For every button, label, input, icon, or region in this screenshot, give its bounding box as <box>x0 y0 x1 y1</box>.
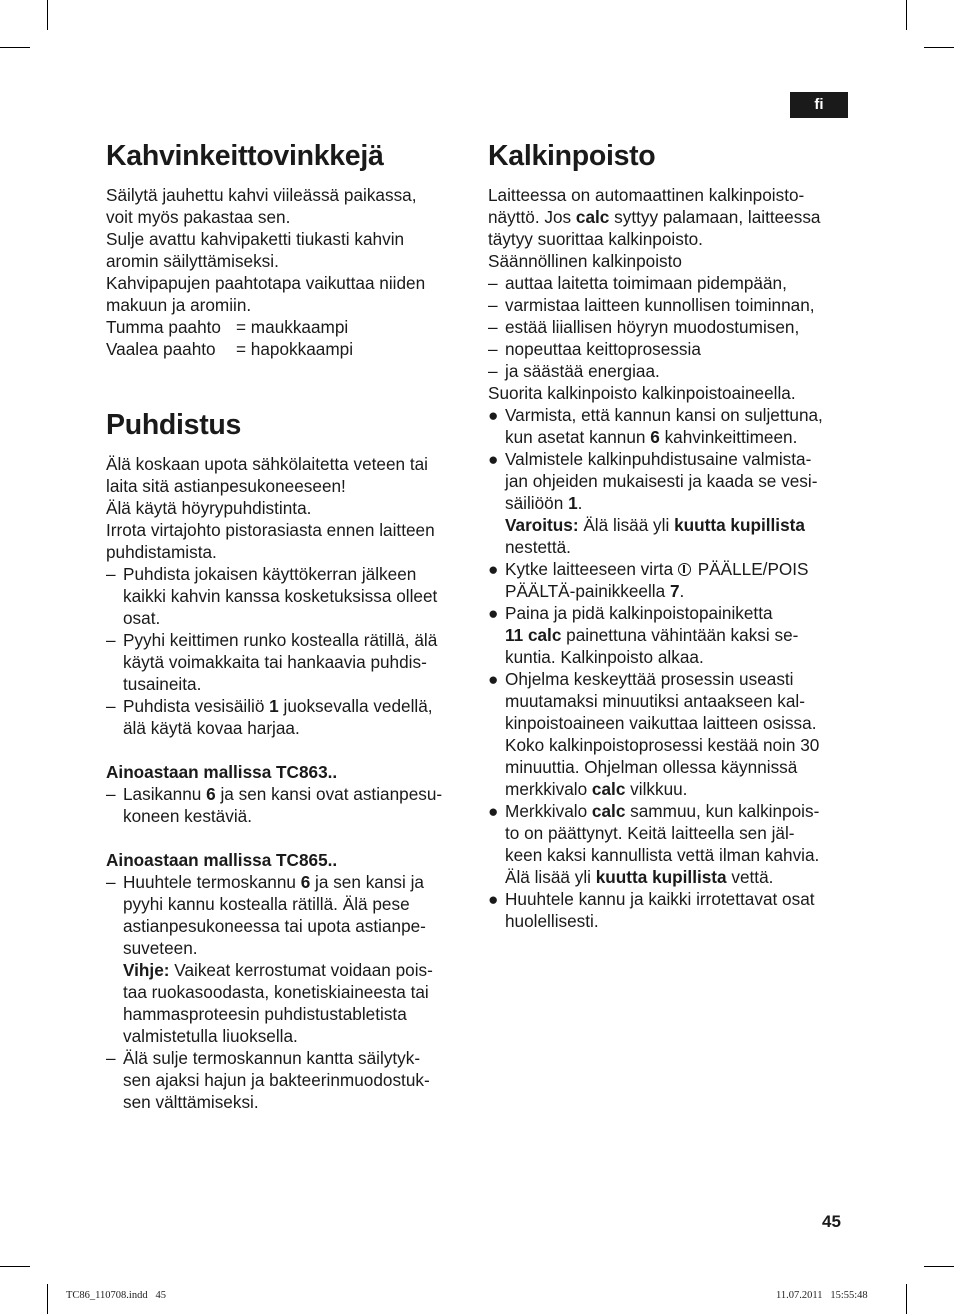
list-item <box>106 1047 468 1113</box>
text-line: makuun ja aromiin. <box>106 295 252 315</box>
list-item: – auttaa laitetta toimimaan pidempään, <box>488 273 787 293</box>
part-number: 1 <box>269 696 279 716</box>
text-line: hammasproteesin puhdistustabletista <box>123 1004 407 1024</box>
crop-mark <box>924 47 954 48</box>
text-line: Älä käytä höyrypuhdistinta. <box>106 498 312 518</box>
bullet-marker: ● <box>488 889 499 909</box>
text-line: astianpesukoneessa tai upota astianpe- <box>123 916 426 936</box>
text-line: puhdistamista. <box>106 542 217 562</box>
dash-marker: – <box>488 273 498 293</box>
list-item: – varmistaa laitteen kunnollisen toiminnan, <box>488 295 815 315</box>
language-tab: fi <box>790 92 848 118</box>
bullet-marker: ● <box>488 669 499 689</box>
list-item <box>106 695 468 739</box>
bullet-marker: ● <box>488 801 499 821</box>
dash-marker: – <box>488 317 498 337</box>
text-line: laita sitä astianpesukoneeseen! <box>106 476 346 496</box>
list-item: – nopeuttaa keittoprosessia <box>488 339 701 359</box>
text-line: Säännöllinen kalkinpoisto <box>488 251 682 271</box>
list-item: – ja säästää energiaa. <box>488 361 660 381</box>
text-line: Puhdista vesisäiliö 1 juoksevalla vedellä, <box>123 696 433 716</box>
bullet-item: ● Merkkivalo calc sammuu, kun kalkinpois- to on päättynyt. Keitä laitteella sen jäl- keen kaksi kannullista vettä ilman kahvia. Älä lisää yli kuutta kupillista vettä. <box>488 801 820 887</box>
text-line: osat. <box>123 608 161 628</box>
text-line: Huuhtele termoskannu 6 ja sen kansi ja <box>123 872 424 892</box>
cleaning-text <box>106 453 468 1113</box>
heading-cleaning: Puhdistus <box>106 409 242 441</box>
list-item <box>106 629 468 695</box>
text-line: Suorita kalkinpoisto kalkinpoistoaineella. <box>488 383 796 403</box>
crop-mark <box>47 0 48 30</box>
bullet-item: ● Huuhtele kannu ja kaikki irrotettavat osat huolellisesti. <box>488 889 815 931</box>
calc-label: calc <box>591 779 626 799</box>
crop-mark <box>0 47 30 48</box>
dash-marker: – <box>106 1048 116 1068</box>
bullet-item: ● Varmista, että kannun kansi on suljettuna, kun asetat kannun 6 kahvinkeittimeen. <box>488 405 823 447</box>
hint-label: Vihje: <box>123 960 170 980</box>
text-line: kaikki kahvin kanssa kosketuksissa olleet <box>123 586 438 606</box>
text-line: Lasikannu 6 ja sen kansi ovat astianpesu- <box>123 784 443 804</box>
warning-line: Varoitus: Älä lisää yli kuutta kupillista <box>505 515 805 535</box>
warning-label: Varoitus: <box>505 515 579 535</box>
dash-marker: – <box>488 295 498 315</box>
list-item <box>106 783 468 827</box>
crop-mark <box>906 0 907 30</box>
dash-marker: – <box>106 872 116 892</box>
text-line: käytä voimakkaita tai hankaavia puhdis- <box>123 652 427 672</box>
roast-type: Tumma paahto <box>106 317 221 337</box>
text-line: Laitteessa on automaattinen kalkinpoisto- <box>488 185 805 205</box>
hint-line: Vihje: Vaikeat kerrostumat voidaan pois- <box>123 960 433 980</box>
list-item: – estää liiallisen höyryn muodostumisen, <box>488 317 800 337</box>
descaling-text <box>488 184 850 932</box>
text-line: aromin säilyttämiseksi. <box>106 251 279 271</box>
roast-taste: = maukkaampi <box>236 317 349 337</box>
model-heading-tc865: Ainoastaan mallissa TC865.. <box>106 850 338 870</box>
part-number: 7 <box>669 581 680 601</box>
text-line: Irrota virtajohto pistorasiasta ennen laitteen <box>106 520 435 540</box>
model-heading-tc863: Ainoastaan mallissa TC863.. <box>106 762 338 782</box>
text-line: sen ajaksi hajun ja bakteerinmuodostuk- <box>123 1070 430 1090</box>
dash-marker: – <box>488 339 498 359</box>
heading-coffee-tips: Kahvinkeittovinkkejä <box>106 140 384 172</box>
part-number: 6 <box>206 784 216 804</box>
bullet-marker: ● <box>488 449 499 469</box>
text-line: tusaineita. <box>123 674 202 694</box>
text-line: Kahvipapujen paahtotapa vaikuttaa niiden <box>106 273 426 293</box>
calc-label: calc <box>591 801 626 821</box>
crop-mark <box>906 1284 907 1314</box>
roast-taste: = hapokkaampi <box>236 339 354 359</box>
text-line: koneen kestäviä. <box>123 806 252 826</box>
bullet-item: ● Valmistele kalkinpuhdistusaine valmista- jan ohjeiden mukaisesti ja kaada se vesi- säiliöön 1. Varoitus: Älä lisää yli kuutta kupillista nestettä. <box>488 448 850 558</box>
text-line: taa ruokasoodasta, konetiskiaineesta tai <box>123 982 429 1002</box>
bullet-marker: ● <box>488 603 499 623</box>
crop-mark <box>47 1284 48 1314</box>
dash-marker: – <box>106 784 116 804</box>
list-item <box>106 871 468 1047</box>
power-icon <box>678 563 691 576</box>
heading-descaling: Kalkinpoisto <box>488 140 656 172</box>
dash-marker: – <box>488 361 498 381</box>
text-line: älä käytä kovaa harjaa. <box>123 718 300 738</box>
dash-marker: – <box>106 696 116 716</box>
page-number: 45 <box>822 1212 841 1231</box>
bullet-marker: ● <box>488 559 499 579</box>
text-line: Säilytä jauhettu kahvi viileässä paikassa, <box>106 185 417 205</box>
calc-button-label: 11 calc <box>505 625 562 645</box>
list-item <box>106 563 468 629</box>
roast-type: Vaalea paahto <box>106 339 216 359</box>
text-line: näyttö. Jos calc syttyy palamaan, laitteessa <box>488 207 821 227</box>
bullet-marker: ● <box>488 405 499 425</box>
text-line: pyyhi kannu kostealla rätillä. Älä pese <box>123 894 410 914</box>
text-line: Pyyhi keittimen runko kostealla rätillä, älä <box>123 630 438 650</box>
part-number: 6 <box>300 872 311 892</box>
dash-marker: – <box>106 564 116 584</box>
part-number: 6 <box>650 427 660 447</box>
text-line: Sulje avattu kahvipaketti tiukasti kahvin <box>106 229 405 249</box>
text-line: valmistetulla liuoksella. <box>123 1026 298 1046</box>
part-number: 1 <box>568 493 578 513</box>
roast-row <box>106 338 468 360</box>
crop-mark <box>0 1266 30 1267</box>
text-line: täytyy suorittaa kalkinpoisto. <box>488 229 703 249</box>
text-line: Puhdista jokaisen käyttökerran jälkeen <box>123 564 417 584</box>
coffee-tips-text <box>106 184 468 360</box>
bullet-item: ● Paina ja pidä kalkinpoistopainiketta 11 calc painettuna vähintään kaksi se- kuntia. Kalkinpoisto alkaa. <box>488 603 799 667</box>
roast-row <box>106 316 468 338</box>
bullet-item: ● Kytke laitteeseen virta PÄÄLLE/POIS PÄÄLTÄ-painikkeella 7. <box>488 559 809 601</box>
text-line: voit myös pakastaa sen. <box>106 207 291 227</box>
left-column <box>106 138 468 1113</box>
footer-datetime: 11.07.2011 15:55:48 <box>776 1290 868 1301</box>
text-line: Älä sulje termoskannun kantta säilytyk- <box>123 1048 421 1068</box>
right-column <box>488 138 850 932</box>
text-line: suveteen. <box>123 938 198 958</box>
text-line: Älä koskaan upota sähkölaitetta veteen tai <box>106 454 429 474</box>
text-line: sen välttämiseksi. <box>123 1092 259 1112</box>
crop-mark <box>924 1266 954 1267</box>
footer-file: TC86_110708.indd 45 <box>66 1290 166 1301</box>
dash-marker: – <box>106 630 116 650</box>
bullet-item: ● Ohjelma keskeyttää prosessin useasti muutamaksi minuutiksi antaakseen kal- kinpoistoaineen vaikuttaa laitteen osissa. Koko kalkinpoistoprosessi kestää noin 30 minuuttia. Ohjelman ollessa käynnissä merkkivalo calc vilkkuu. <box>488 669 820 799</box>
calc-label: calc <box>575 207 610 227</box>
